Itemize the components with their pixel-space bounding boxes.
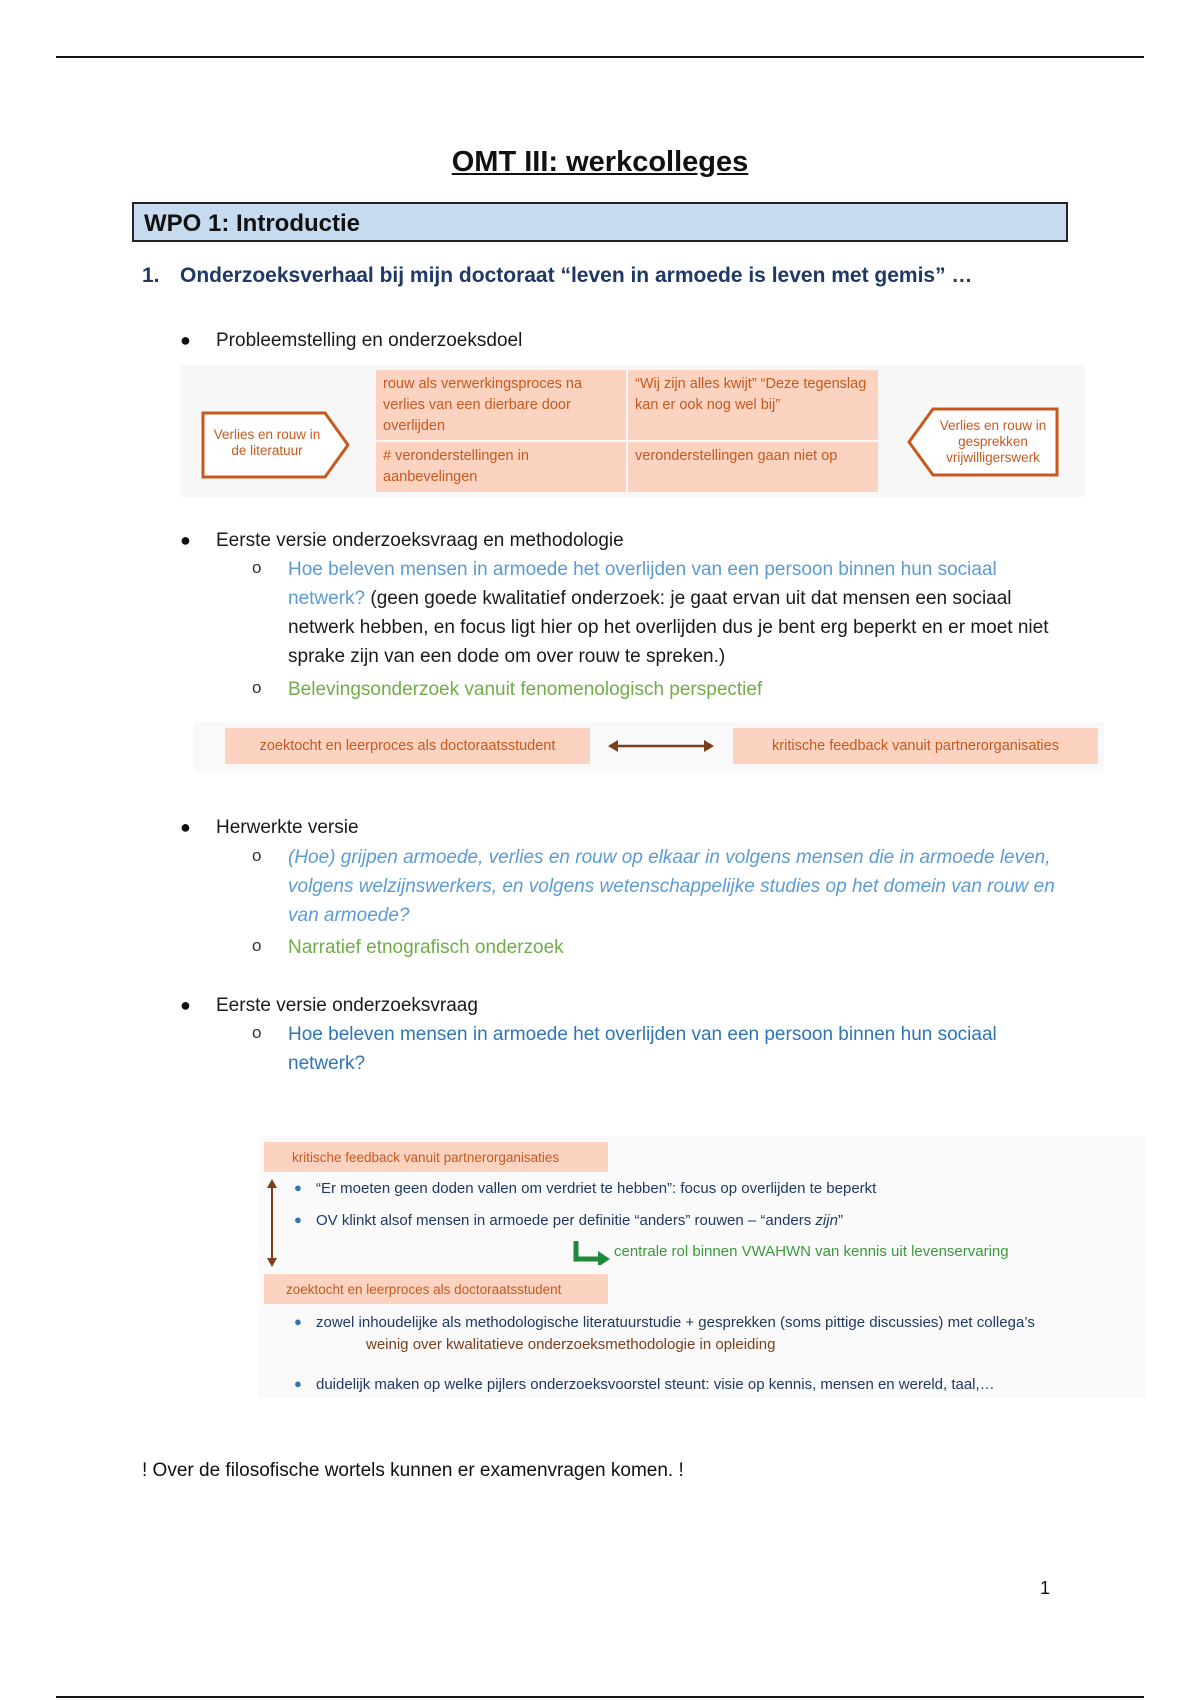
page-number: 1 [1040, 1578, 1051, 1598]
bullet-revised-version: Herwerkte versie [216, 817, 359, 838]
bullet-problem-statement: Probleemstelling en onderzoeksdoel [216, 330, 523, 351]
bottom-rule [56, 1696, 1144, 1698]
learning-item [294, 1376, 1144, 1398]
feedback-item-text-part: OV klinkt alsof mensen in armoede per definitie “anders” rouwen – “anders [316, 1212, 816, 1229]
cell-quotes: “Wij zijn alles kwijt” “Deze tegenslag kan er ook nog wel bij” [628, 370, 878, 440]
pentagon-conversations-label: Verlies en rouw in gesprekken vrijwilligerswerk [939, 418, 1047, 465]
box-critical-feedback: kritische feedback vanuit partnerorganisaties [733, 728, 1098, 764]
learning-item-text: duidelijk maken op welke pijlers onderzoeksvoorstel steunt: visie op kennis, mensen en wereld, taal,… [316, 1376, 995, 1393]
feedback-item-text-italic: zijn [815, 1212, 838, 1229]
sub-methodology-1: Belevingsonderzoek vanuit fenomenologisch perspectief [288, 679, 763, 700]
bullet-icon: ● [180, 995, 191, 1015]
page-title: OMT III: werkcolleges [451, 146, 749, 178]
sub-research-question-repeat: Hoe beleven mensen in armoede het overlijden van een persoon binnen hun sociaal netwerk? [288, 1024, 997, 1074]
box-feedback-label: kritische feedback vanuit partnerorganisaties [264, 1142, 608, 1172]
section-header [132, 202, 1068, 242]
feedback-item-text [316, 1212, 843, 1229]
cell-assumptions-fail: veronderstellingen gaan niet op [628, 442, 878, 492]
bullet-icon: ● [180, 817, 191, 837]
learning-item-text: zowel inhoudelijke als methodologische literatuurstudie + gesprekken (soms pittige discussies) met collega’s [316, 1314, 1035, 1331]
bullet-icon: ● [294, 1212, 302, 1227]
pentagon-literature-label: Verlies en rouw in de literatuur [213, 427, 321, 458]
bullet-icon: ● [180, 330, 191, 350]
research-question-text: Hoe beleven mensen in armoede het overlijden van een persoon binnen hun sociaal netwerk? [288, 559, 997, 609]
diagram-reflection-background [258, 1136, 1146, 1398]
bullet-icon: ● [294, 1376, 302, 1391]
sub-research-question-1 [288, 555, 1068, 671]
bullet-icon: ● [294, 1180, 302, 1195]
sub-methodology-revised: Narratief etnografisch onderzoek [288, 937, 564, 958]
feedback-item [294, 1212, 1094, 1234]
feedback-item-text-part: ” [837, 1212, 843, 1229]
research-question-critique: (geen goede kwalitatief onderzoek: je gaat ervan uit dat mensen een sociaal netwerk hebben, en focus ligt hier op het overlijden dus je bent erg beperkt en er moet niet sprake zijn van een dode om over rouw te spreken.) [288, 588, 1049, 667]
bullet-icon: ● [180, 530, 191, 550]
learning-item [294, 1314, 1144, 1336]
sub-bullet-icon: o [252, 558, 262, 577]
bullet-first-question: Eerste versie onderzoeksvraag [216, 995, 478, 1016]
cell-mourning-process: rouw als verwerkingsproces na verlies van een dierbare door overlijden [376, 370, 626, 440]
heading-number: 1. [142, 264, 160, 287]
elbow-arrow-icon [572, 1239, 612, 1265]
feedback-item [294, 1180, 1094, 1202]
sub-bullet-icon: o [252, 936, 262, 955]
heading-text: Onderzoeksverhaal bij mijn doctoraat “leven in armoede is leven met gemis” … [180, 264, 973, 287]
double-arrow-icon [606, 736, 716, 756]
box-learning-label: zoektocht en leerproces als doctoraatsstudent [264, 1274, 608, 1304]
box-learning-process: zoektocht en leerproces als doctoraatsstudent [225, 728, 590, 764]
section-title: WPO 1: Introductie [144, 210, 360, 237]
bullet-first-version: Eerste versie onderzoeksvraag en methodologie [216, 530, 624, 551]
arrow-note: centrale rol binnen VWAHWN van kennis uit levenservaring [614, 1243, 1009, 1260]
numbered-heading [142, 264, 972, 288]
sub-bullet-icon: o [252, 678, 262, 697]
sub-bullet-icon: o [252, 846, 262, 865]
sub-bullet-icon: o [252, 1023, 262, 1042]
learning-item-subtext: weinig over kwalitatieve onderzoeksmethodologie in opleiding [366, 1336, 776, 1353]
exam-note: ! Over de filosofische wortels kunnen er examenvragen komen. ! [142, 1460, 684, 1481]
feedback-item-text: “Er moeten geen doden vallen om verdriet te hebben”: focus op overlijden te beperkt [316, 1180, 877, 1197]
top-rule [56, 56, 1144, 58]
vertical-double-arrow-icon [264, 1178, 280, 1268]
bullet-icon: ● [294, 1314, 302, 1329]
sub-research-question-revised: (Hoe) grijpen armoede, verlies en rouw op elkaar in volgens mensen die in armoede leven, volgens welzijnswerkers, en volgens wetenschappelijke studies op het domein van rouw en van armoede? [288, 847, 1055, 926]
cell-assumptions: # veronderstellingen in aanbevelingen [376, 442, 626, 492]
